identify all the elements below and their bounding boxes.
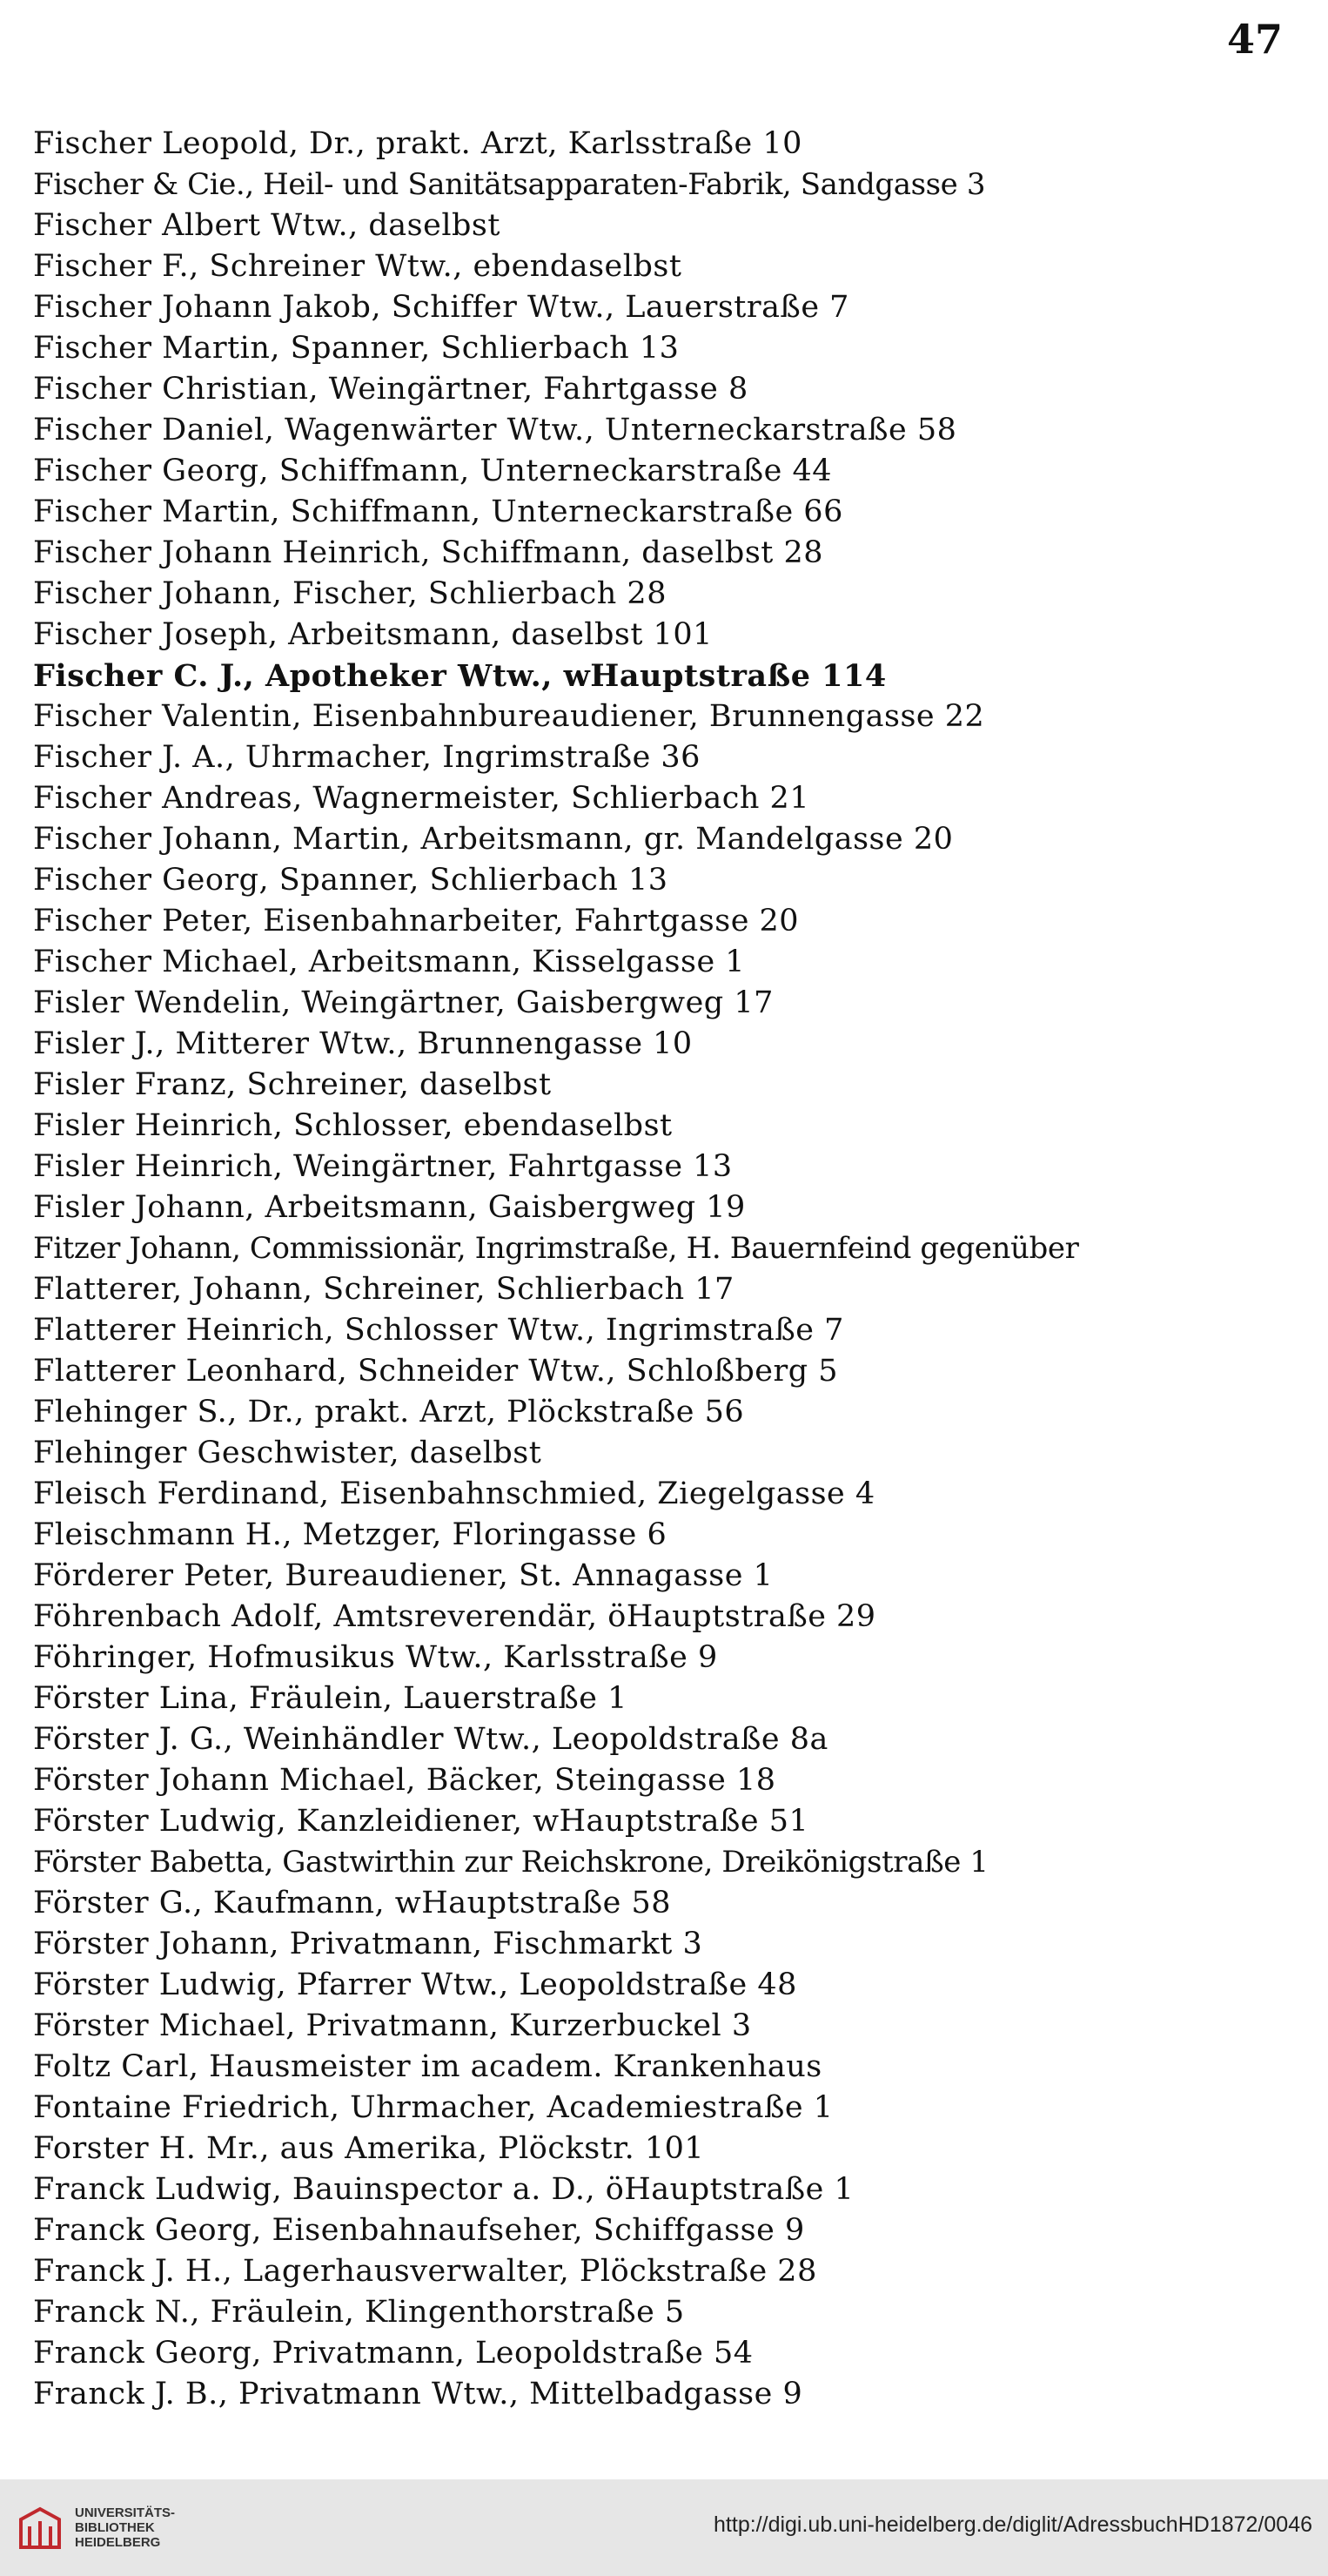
directory-entry: Foltz Carl, Hausmeister im academ. Krankenhaus <box>33 2049 822 2084</box>
directory-entry: Föhringer, Hofmusikus Wtw., Karlsstraße 9 <box>33 1640 718 1675</box>
directory-entry: Fischer Georg, Schiffmann, Unterneckarstraße 44 <box>33 454 832 488</box>
directory-entry: Franck J. H., Lagerhausverwalter, Plöckstraße 28 <box>33 2254 817 2289</box>
directory-entry: Franck Georg, Eisenbahnaufseher, Schiffgasse 9 <box>33 2213 805 2248</box>
directory-entry: Fisler Franz, Schreiner, daselbst <box>33 1067 552 1102</box>
directory-entry: Förster Ludwig, Pfarrer Wtw., Leopoldstraße 48 <box>33 1967 797 2002</box>
directory-entry: Fisler J., Mitterer Wtw., Brunnengasse 10 <box>33 1026 693 1061</box>
directory-entry: Franck Ludwig, Bauinspector a. D., öHauptstraße 1 <box>33 2172 855 2207</box>
directory-entry: Fischer Leopold, Dr., prakt. Arzt, Karlsstraße 10 <box>33 126 802 161</box>
directory-entry: Fischer & Cie., Heil- und Sanitätsapparaten-Fabrik, Sandgasse 3 <box>33 167 986 202</box>
directory-entry: Förster Ludwig, Kanzleidiener, wHauptstraße 51 <box>33 1804 809 1839</box>
directory-entry: Förderer Peter, Bureaudiener, St. Annagasse 1 <box>33 1558 774 1593</box>
directory-entry: Fontaine Friedrich, Uhrmacher, Academiestraße 1 <box>33 2090 834 2125</box>
directory-entry-list <box>33 124 1304 2415</box>
directory-entry: Förster Michael, Privatmann, Kurzerbuckel 3 <box>33 2008 752 2043</box>
source-url[interactable]: http://digi.ub.uni-heidelberg.de/diglit/AdressbuchHD1872/0046 <box>714 2512 1312 2537</box>
directory-entry: Fischer Johann Heinrich, Schiffmann, daselbst 28 <box>33 535 824 570</box>
directory-entry: Fisler Heinrich, Schlosser, ebendaselbst <box>33 1108 673 1143</box>
directory-entry: Fischer Andreas, Wagnermeister, Schlierbach 21 <box>33 781 810 816</box>
directory-entry: Fisler Heinrich, Weingärtner, Fahrtgasse 13 <box>33 1149 733 1184</box>
directory-entry: Franck N., Fräulein, Klingenthorstraße 5 <box>33 2295 685 2330</box>
directory-entry: Fischer Johann, Fischer, Schlierbach 28 <box>33 576 667 611</box>
library-name-line: UNIVERSITÄTS- <box>75 2505 176 2520</box>
directory-entry: Fischer Georg, Spanner, Schlierbach 13 <box>33 863 668 898</box>
directory-entry: Forster H. Mr., aus Amerika, Plöckstr. 101 <box>33 2131 705 2166</box>
footer-bar <box>0 2479 1328 2576</box>
directory-entry: Förster J. G., Weinhändler Wtw., Leopoldstraße 8a <box>33 1722 828 1757</box>
directory-entry: Fitzer Johann, Commissionär, Ingrimstraße, H. Bauernfeind gegenüber <box>33 1231 1079 1266</box>
university-library-logo-icon <box>14 2502 66 2554</box>
directory-entry: Fischer Joseph, Arbeitsmann, daselbst 101 <box>33 617 713 652</box>
directory-entry: Fleisch Ferdinand, Eisenbahnschmied, Ziegelgasse 4 <box>33 1476 875 1511</box>
directory-entry: Fischer C. J., Apotheker Wtw., wHauptstraße 114 <box>33 658 887 694</box>
directory-entry: Förster Johann Michael, Bäcker, Steingasse 18 <box>33 1763 776 1798</box>
directory-entry: Flehinger Geschwister, daselbst <box>33 1436 542 1470</box>
directory-entry: Flatterer Heinrich, Schlosser Wtw., Ingrimstraße 7 <box>33 1313 844 1348</box>
directory-entry: Fisler Wendelin, Weingärtner, Gaisbergweg 17 <box>33 985 774 1020</box>
directory-entry: Fischer Christian, Weingärtner, Fahrtgasse 8 <box>33 372 748 407</box>
directory-entry: Fischer F., Schreiner Wtw., ebendaselbst <box>33 249 682 284</box>
directory-entry: Fischer Albert Wtw., daselbst <box>33 208 500 243</box>
directory-entry: Fischer J. A., Uhrmacher, Ingrimstraße 36 <box>33 740 701 775</box>
directory-entry: Fleischmann H., Metzger, Floringasse 6 <box>33 1517 667 1552</box>
directory-entry: Förster Lina, Fräulein, Lauerstraße 1 <box>33 1681 627 1716</box>
directory-entry: Fischer Michael, Arbeitsmann, Kisselgasse 1 <box>33 945 746 979</box>
directory-entry: Franck J. B., Privatmann Wtw., Mittelbadgasse 9 <box>33 2377 803 2411</box>
directory-entry: Förster Babetta, Gastwirthin zur Reichskrone, Dreikönigstraße 1 <box>33 1845 989 1880</box>
directory-entry: Förster Johann, Privatmann, Fischmarkt 3 <box>33 1927 703 1961</box>
directory-entry: Franck Georg, Privatmann, Leopoldstraße 54 <box>33 2336 754 2371</box>
directory-entry: Flehinger S., Dr., prakt. Arzt, Plöckstraße 56 <box>33 1395 745 1429</box>
directory-entry: Fischer Daniel, Wagenwärter Wtw., Unterneckarstraße 58 <box>33 413 957 447</box>
library-name <box>75 2505 175 2550</box>
directory-entry: Fischer Martin, Schiffmann, Unterneckarstraße 66 <box>33 494 843 529</box>
directory-entry: Fischer Johann, Martin, Arbeitsmann, gr. Mandelgasse 20 <box>33 822 954 857</box>
directory-entry: Förster G., Kaufmann, wHauptstraße 58 <box>33 1886 671 1920</box>
directory-entry: Fischer Peter, Eisenbahnarbeiter, Fahrtgasse 20 <box>33 904 800 938</box>
page-number: 47 <box>1226 16 1283 63</box>
directory-entry: Fisler Johann, Arbeitsmann, Gaisbergweg 19 <box>33 1190 746 1225</box>
library-name-line: BIBLIOTHEK <box>75 2520 155 2535</box>
directory-entry: Fischer Johann Jakob, Schiffer Wtw., Lauerstraße 7 <box>33 290 849 325</box>
directory-entry: Fischer Valentin, Eisenbahnbureaudiener, Brunnengasse 22 <box>33 699 985 734</box>
library-name-line: HEIDELBERG <box>75 2535 161 2550</box>
directory-entry: Flatterer, Johann, Schreiner, Schlierbach 17 <box>33 1272 734 1307</box>
directory-entry: Fischer Martin, Spanner, Schlierbach 13 <box>33 331 680 366</box>
directory-entry: Föhrenbach Adolf, Amtsreverendär, öHauptstraße 29 <box>33 1599 876 1634</box>
directory-entry: Flatterer Leonhard, Schneider Wtw., Schloßberg 5 <box>33 1354 839 1389</box>
